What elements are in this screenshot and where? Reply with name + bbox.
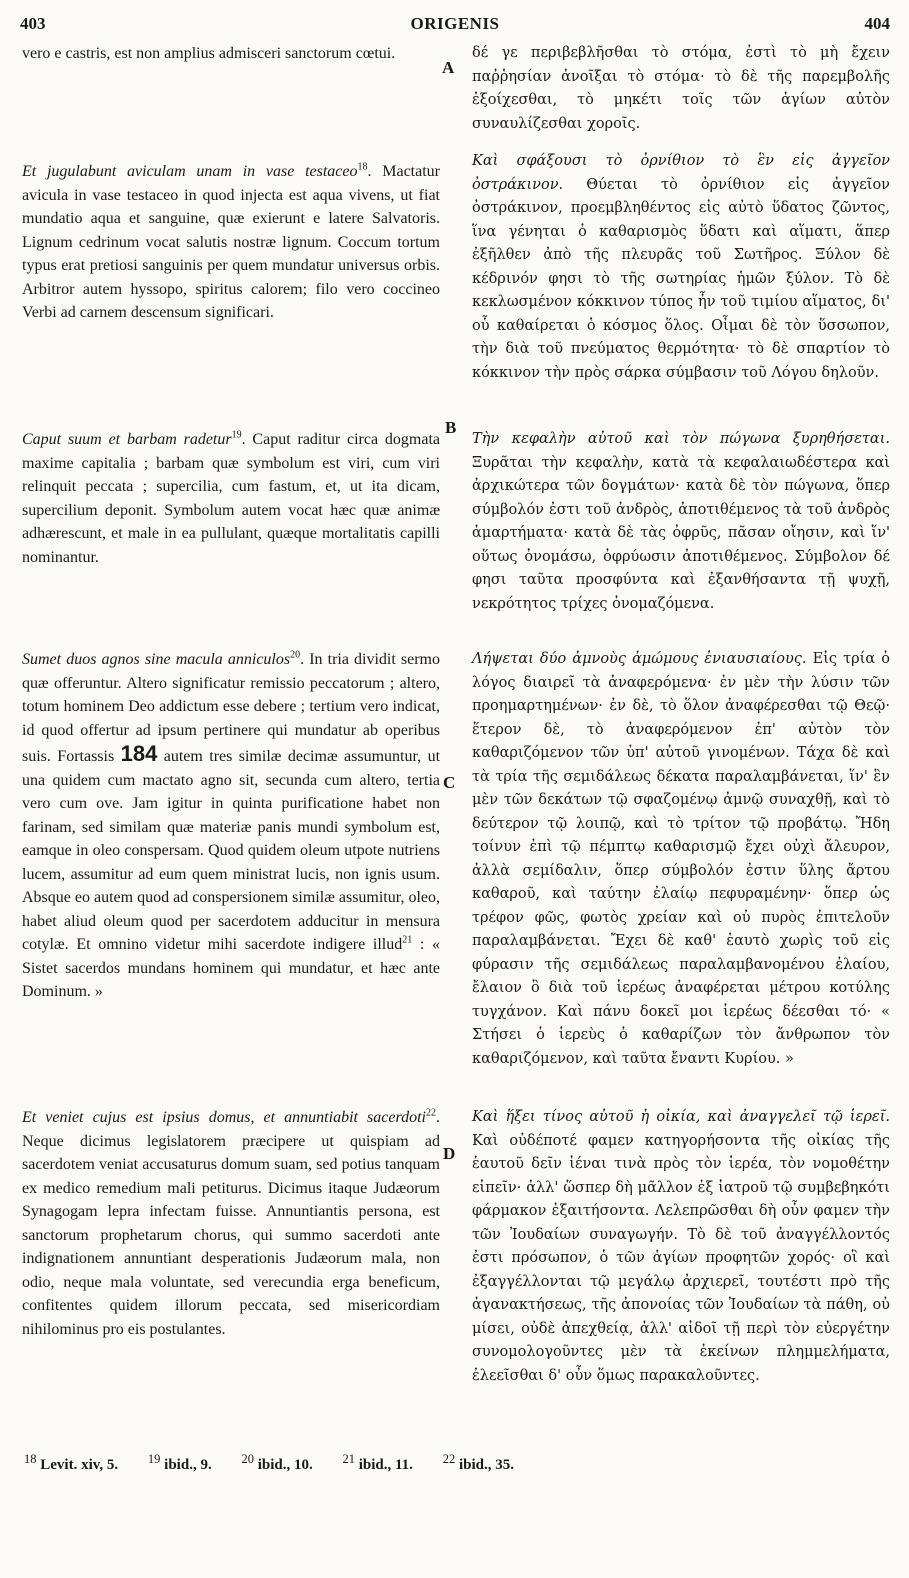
margin-letter-c: C bbox=[443, 773, 456, 792]
greek-text: Καὶ οὐδέποτέ φαμεν κατηγορήσοντα τῆς οἰκίας τῆς ἑαυτοῦ δεῖν ἰέναι τινὰ πρὸς τὸν ἱερέα, τὸν νομοθέτην εἰπεῖν· ἀλλ' ὥσπερ δὴ μᾶλλον ἐξ ἰατροῦ τῷ συμβεβηκότι φάρμακον ἐξαιτήσοντα. Λελεπρῶσθαι δὴ οὖν φαμεν τὴν τῶν Ἰουδαίων συναγωγήν. Τὸ δὲ τοῦ ἀναγγέλλοντός ἐστι πρόσωπον, ὁ τῶν ἁγίων προφητῶν χορός· οἳ καὶ ἐξαγγέλλονται τῷ μεγάλῳ ἀρχιερεῖ, τουτέστι πρὸ τῆς ἀγανακτήσεως, τῆς ἀπονοίας τῶν Ἰουδαίων τὰ πάθη, οὐ μίσει, οὐδὲ ἀπεχθείᾳ, ἀλλ' αἰδοῖ τῇ περὶ τὸν εὐεργέτην συνομολογοῦντες μὲν τὰ ἐκείνων πλημμελήματα, ἐλεεῖσθαι δ' οὖν ὅμως παρακαλοῦντες. bbox=[472, 1132, 890, 1384]
footnote-item bbox=[147, 1452, 212, 1473]
latin-text: . Caput raditur circa dogmata maxime capitalia ; barbam quæ symbolum est viri, cum viri relinquit peccata ; supercilia, cum fastum, et, ut ita dicam, supercilium deponit. Symbolum autem vocat hæc quæ animæ adhærescunt, et male in ea pullulant, quæque mortalitatis capilli nominantur. bbox=[22, 431, 440, 566]
footnote-number: 18 bbox=[24, 1452, 37, 1466]
footnote-ref: 21 bbox=[402, 934, 413, 946]
footnote-text: ibid., 11. bbox=[354, 1457, 413, 1473]
latin-paragraph-5 bbox=[22, 1106, 440, 1341]
margin-letter-b: B bbox=[445, 418, 457, 437]
latin-text: vero e castris, est non amplius admisceri sanctorum cœtui. bbox=[22, 45, 396, 62]
greek-paragraph-5 bbox=[472, 1106, 890, 1388]
greek-lemma: Καὶ ἥξει τίνος αὐτοῦ ἡ οἰκία, καὶ ἀναγγελεῖ τῷ ἱερεῖ. bbox=[472, 1109, 890, 1125]
footnote-item bbox=[24, 1452, 119, 1473]
footnote-text: ibid., 35. bbox=[455, 1457, 514, 1473]
footnote-item bbox=[442, 1452, 514, 1473]
greek-text: Ξυρᾶται τὴν κεφαλὴν, κατὰ τὰ κεφαλαιωδέστερα καὶ ἀρχικώτερα τῶν δογμάτων· κατὰ δὲ τὸν πώγωνα, ὅπερ σύμβολόν ἐστι τοῦ ἀνδρὸς, ἀποτιθέμενος τὰ τοῦ ἀνδρὸς ἁμαρτήματα· κατὰ δὲ τὰς ὀφρῦς, πᾶσαν οἴησιν, καὶ ἵν' οὕτως ὀνομάσω, ὀφρύωσιν ἀποτιθέμενος. Σύμβολον δέ φησι ταῦτα προσφύντα καὶ ἐξανθήσαντα τῇ ψυχῇ, νεκρότητος τρίχες ὀνομαζόμενα. bbox=[472, 454, 890, 612]
page-number-left: 403 bbox=[20, 14, 46, 33]
footnote-number: 21 bbox=[342, 1452, 355, 1466]
greek-lemma: Καὶ σφάξουσι τὸ ὀρνίθιον τὸ ἓν εἰς ἀγγεῖον ὀστράκινον. bbox=[472, 153, 890, 193]
latin-text: autem tres similæ decimæ assumuntur, ut una quidem cum mactato agno sit, secunda cum altero, tertia vero cum ove. Jam igitur in quinta purificatione habet non farinam, sed similam quæ materiæ panis mundi symbolum est, eamque in oleo conspersam. Quod quidem oleum utpote nutriens lucem, assumitur ad eum quem ministrat lucis, non ignis usum. Absque eo autem quod ad conspersionem similæ assumitur, oleo, habet aliud oleum quod per sacerdotem adducitur in mensura cotylæ. Et omnino videtur mihi sacerdote indigere illud bbox=[22, 748, 441, 953]
footnote-number: 22 bbox=[442, 1452, 456, 1466]
footnote-ref: 20 bbox=[290, 649, 301, 661]
latin-paragraph-3 bbox=[22, 428, 440, 569]
margin-letter-d: D bbox=[443, 1144, 456, 1163]
greek-lemma: Λήψεται δύο ἀμνοὺς ἀμώμους ἐνιαυσιαίους. bbox=[472, 651, 807, 667]
column-number: 184 bbox=[120, 741, 158, 766]
latin-lemma: Caput suum et barbam radetur bbox=[22, 431, 232, 448]
footnote-ref: 22 bbox=[426, 1107, 436, 1119]
page-number-right: 404 bbox=[864, 14, 890, 33]
greek-paragraph-2 bbox=[472, 150, 890, 385]
footnote-ref: 18 bbox=[357, 161, 368, 173]
footnote-text: ibid., 10. bbox=[253, 1457, 313, 1473]
greek-paragraph-3 bbox=[472, 428, 890, 616]
greek-text: δέ γε περιβεβλῆσθαι τὸ στόμα, ἐστὶ τὸ μὴ ἔχειν παῤῥησίαν ἀνοῖξαι τὸ στόμα· τὸ δὲ τῆς παρεμβολῆς ἐξοίχεσθαι, τὸ μηκέτι τοῖς τῶν ἁγίων αὐτὸν συναυλίζεσθαι χοροῖς. bbox=[472, 45, 890, 132]
margin-letter-a: A bbox=[442, 58, 455, 77]
greek-paragraph-1 bbox=[472, 42, 890, 136]
footnote-number: 20 bbox=[241, 1452, 254, 1466]
latin-paragraph-2 bbox=[22, 160, 440, 325]
greek-lemma: Τὴν κεφαλὴν αὐτοῦ καὶ τὸν πώγωνα ξυρηθήσεται. bbox=[472, 431, 890, 447]
greek-paragraph-4 bbox=[472, 648, 890, 1071]
footnote-text: Levit. xiv, 5. bbox=[36, 1457, 119, 1473]
footnote-number: 19 bbox=[147, 1452, 161, 1466]
footnotes bbox=[24, 1452, 884, 1474]
greek-text: Θύεται τὸ ὀρνίθιον εἰς ἀγγεῖον ὀστράκινον, προεμβληθέντος εἰς αὐτὸ ὕδατος ζῶντος, ἵνα γένηται ὁ καθαρισμὸς ὕδατι καὶ αἵματι, ἅπερ ἐξῆλθεν ἀπὸ τῆς πλευρᾶς τοῦ Σωτῆρος. Ξύλον δὲ κέδρινόν φησι τὸ τῆς σωτηρίας ἡμῶν ξύλον. Τὸ δὲ κεκλωσμένον κόκκινον τύπος ἦν τοῦ τιμίου αἵματος, δι' οὗ καθαίρεται ὁ κόσμος ὅλος. Οἶμαι δὲ τὸν ὕσσωπον, τὴν διὰ τοῦ πνεύματος θερμότητα· τὸ δὲ σπαρτίον τὸ κόκκινον τὴν πρὸς σάρκα σύμβασιν τοῦ Λόγου δηλοῦν. bbox=[472, 176, 890, 381]
greek-text: Εἰς τρία ὁ λόγος διαιρεῖ τὰ ἀναφερόμενα· ἐν μὲν τὴν λύσιν τῶν προημαρτημένων· ἐν δὲ, τὸ ὅλον ἀναφέρεσθαι τῷ Θεῷ· ἕτερον δὲ, τὸ ἀναφερόμενον ἐπ' αὐτὸν τὸν καθαριζόμενον τῶν ὑπ' αὐτοῦ γινομένων. Τάχα δὲ καὶ τὰ τρία τῆς σεμιδάλεως δέκατα παραλαμβάνεται, ἵν' ἓν μὲν τῶν δεκάτων τῷ σφαζομένῳ ἀμνῷ συναχθῇ, καὶ τὸ δεύτερον τῷ λοιπῷ, καὶ τὸ τρίτον τῷ προβάτῳ. Ἤδη τοίνυν ἐπὶ τῷ πέμπτῳ καθαρισμῷ ἔχει οὐχὶ ἄλευρον, ἀλλὰ σεμίδαλιν, ὅπερ σύμβολόν ἐστιν ὕλης ἄρτου καθαροῦ, καὶ ταύτην ἐλαίῳ πεφυραμένην· ὅπερ ὡς τρέφον φῶς, φωτὸς χρείαν καὶ οὐ πυρὸς ἐπιτελοῦν παραλαμβάνεται. Ἔχει δὲ καθ' ἑαυτὸ χωρὶς τοῦ εἰς φύρασιν τῆς σεμιδάλεως παραλαμβανομένου ἐλαίου, ἔλαιον ὃ διὰ τοῦ ἱερέως ἀναφέρεται μέτρου κοτύλης τυγχάνον. Καὶ πάνυ δοκεῖ μοι ἱερέως δέεσθαι τό· « Στήσει ὁ ἱερεὺς ὁ καθαρίζων τὸν ἄνθρωπον τὸν καθαριζόμενον, καὶ ταῦτα ἔναντι Κυρίου. » bbox=[472, 651, 890, 1067]
footnote-item bbox=[241, 1452, 313, 1473]
latin-text: . Neque dicimus legislatorem præcipere ut quispiam ad sacerdotem veniat accusaturus domum suam, sed potius tanquam ex medico remedium mali petiturus. Dicimus itaque Judæorum Synagogam lepra infectam fuisse. Annuntiantis persona, est sanctorum prophetarum chorus, qui summo sacerdoti ante indignationem annuntiant desperationis Judæorum mala, non odio, neque mala voluntate, sed verecundia erga beneficum, confitentes quidem illorum peccata, sed misericordiam nihilominus pro eis postulantes. bbox=[22, 1109, 440, 1338]
running-title: ORIGENIS bbox=[410, 14, 500, 33]
footnote-text: ibid., 9. bbox=[160, 1457, 212, 1473]
latin-text: . Mactatur avicula in vase testaceo in quod injecta est aqua vivens, ut fiat mundatio aqua et sanguine, quæ exierunt e latere Salvatoris. Lignum cedrinum vocat salutis nostræ lignum. Coccum tortum typus erat pretiosi sanguinis per quem mundatur universus orbis. Arbitror autem hyssopo, spiritus calorem; filo vero coccineo Verbi ad carnem descensum significari. bbox=[22, 163, 441, 321]
footnote-ref: 19 bbox=[231, 429, 242, 441]
latin-text: : « Sistet sacerdos mundans hominem qui mundatur, et hæc ante Dominum. » bbox=[22, 936, 441, 1000]
footnote-item bbox=[342, 1452, 413, 1473]
latin-text: . In tria dividit sermo quæ offeruntur. Altero significatur remissio peccatorum ; altero, totum hominem Deo addictum esse debere ; tertium vero indicat, id quod offertur ad ipsum pertinere qui mundatur ab operibus suis. Fortassis bbox=[22, 651, 441, 765]
latin-lemma: Et jugulabunt aviculam unam in vase testaceo bbox=[22, 163, 358, 180]
latin-lemma: Et veniet cujus est ipsius domus, et annuntiabit sacerdoti bbox=[22, 1109, 426, 1126]
running-header bbox=[20, 14, 890, 38]
latin-paragraph-4 bbox=[22, 648, 440, 1004]
latin-lemma: Sumet duos agnos sine macula anniculos bbox=[22, 651, 291, 668]
latin-paragraph-1 bbox=[22, 42, 440, 66]
